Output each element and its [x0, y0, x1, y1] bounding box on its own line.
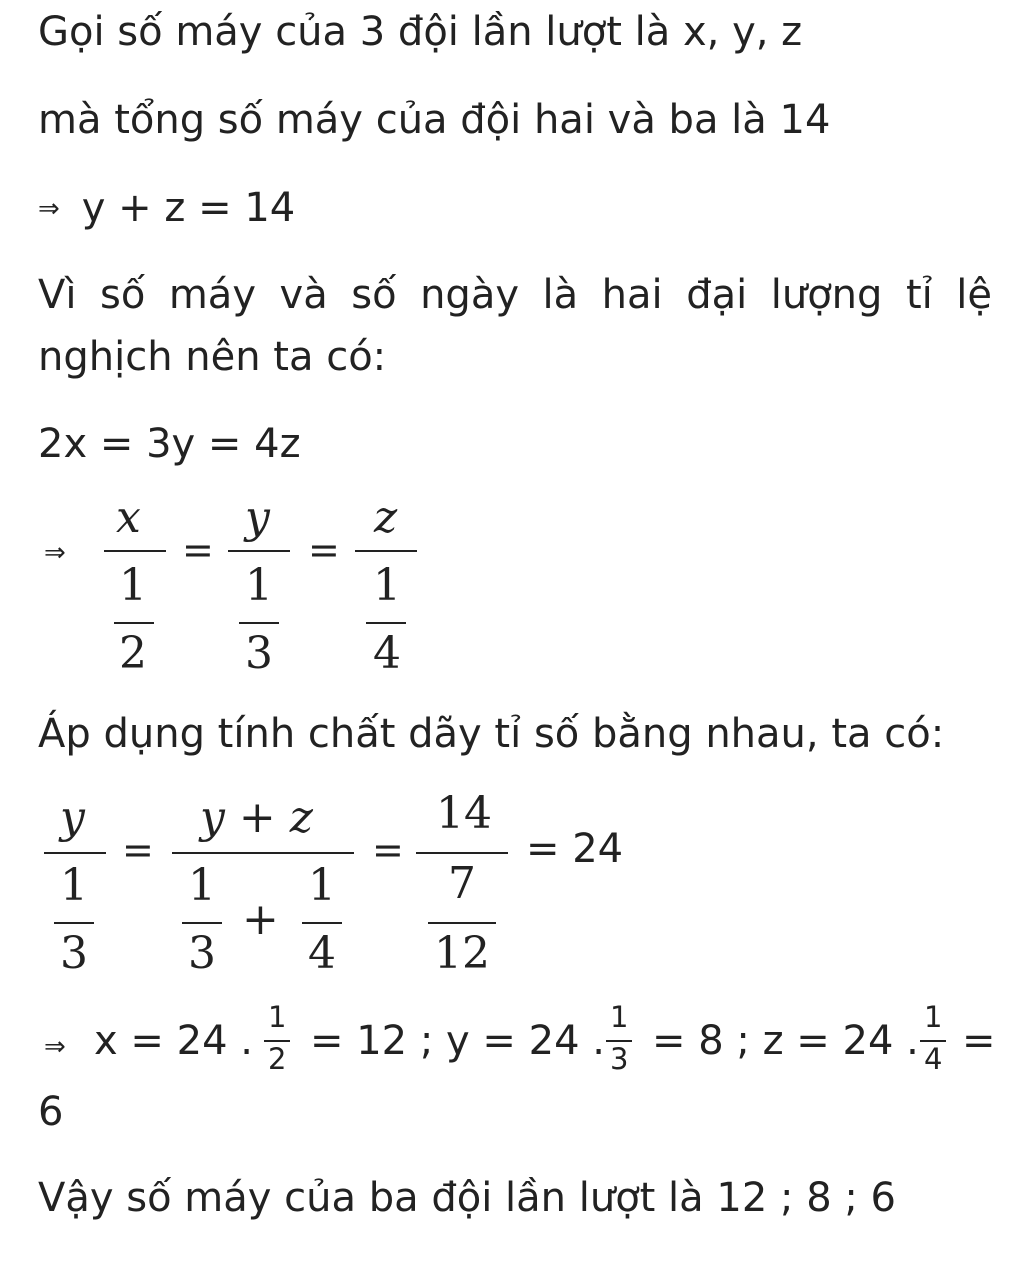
frac-three: 3	[188, 928, 216, 979]
frac-twelve: 12	[434, 928, 490, 979]
frac-bar	[54, 922, 94, 924]
frac-three: 3	[60, 928, 88, 979]
implies-icon: ⇒	[38, 194, 60, 224]
frac-y-num: y	[60, 792, 85, 843]
frac-bar	[104, 550, 166, 552]
line-10: 6	[38, 1089, 64, 1135]
line-2: mà tổng số máy của đội hai và ba là 14	[38, 97, 831, 143]
line-5: 2x = 3y = 4z	[38, 421, 301, 467]
frac-bar	[172, 852, 354, 854]
frac-bar	[355, 550, 417, 552]
line-1: Gọi số máy của 3 đội lần lượt là x, y, z	[38, 9, 803, 55]
frac-two: 2	[119, 628, 147, 679]
equals-sign: =	[122, 828, 154, 872]
line-7: Áp dụng tính chất dãy tỉ số bằng nhau, ta có:	[38, 711, 945, 757]
frac-one: 1	[60, 860, 88, 911]
frac-one: 1	[119, 560, 147, 611]
text-x-eq: x = 24 .	[94, 1018, 253, 1064]
inline-frac-one: 1	[610, 1000, 629, 1034]
frac-z-num: z	[374, 492, 398, 543]
trailing-equals: =	[962, 1018, 996, 1064]
frac-y-plus-z-num: y + z	[200, 792, 313, 843]
frac-bar	[114, 622, 154, 624]
plus-sign: +	[242, 894, 279, 945]
frac-bar	[366, 622, 406, 624]
frac-bar	[228, 550, 290, 552]
frac-bar	[428, 922, 496, 924]
inline-frac-one: 1	[268, 1000, 287, 1034]
line-11: Vậy số máy của ba đội lần lượt là 12 ; 8 ; 6	[38, 1175, 897, 1221]
line-3	[38, 184, 295, 233]
frac-three: 3	[245, 628, 273, 679]
text-y-eq: = 12 ; y = 24 .	[310, 1018, 605, 1064]
inline-frac-one: 1	[924, 1000, 943, 1034]
equals-sign: =	[372, 828, 404, 872]
implies-icon: ⇒	[44, 1032, 66, 1062]
frac-bar	[302, 922, 342, 924]
frac-bar	[239, 622, 279, 624]
inline-frac-two: 2	[268, 1042, 287, 1076]
inline-frac-four: 4	[924, 1042, 943, 1076]
inline-frac-three: 3	[610, 1042, 629, 1076]
result-24: = 24	[526, 826, 624, 872]
frac-one: 1	[245, 560, 273, 611]
line-4: Vì số máy và số ngày là hai đại lượng tỉ lệ nghịch nên ta có:	[38, 272, 992, 380]
equals-sign: =	[308, 528, 340, 572]
frac-x-num: x	[116, 492, 141, 543]
frac-bar	[44, 852, 106, 854]
frac-one: 1	[308, 860, 336, 911]
implies-icon: ⇒	[44, 538, 66, 568]
frac-seven: 7	[448, 858, 476, 909]
frac-y-num: y	[245, 492, 270, 543]
frac-four: 4	[308, 928, 336, 979]
frac-one: 1	[373, 560, 401, 611]
equation-y-plus-z: y + z = 14	[81, 185, 296, 231]
frac-fourteen: 14	[436, 788, 492, 839]
frac-bar	[182, 922, 222, 924]
text-z-eq: = 8 ; z = 24 .	[652, 1018, 919, 1064]
frac-one: 1	[188, 860, 216, 911]
frac-bar	[416, 852, 508, 854]
equals-sign: =	[182, 528, 214, 572]
frac-four: 4	[373, 628, 401, 679]
